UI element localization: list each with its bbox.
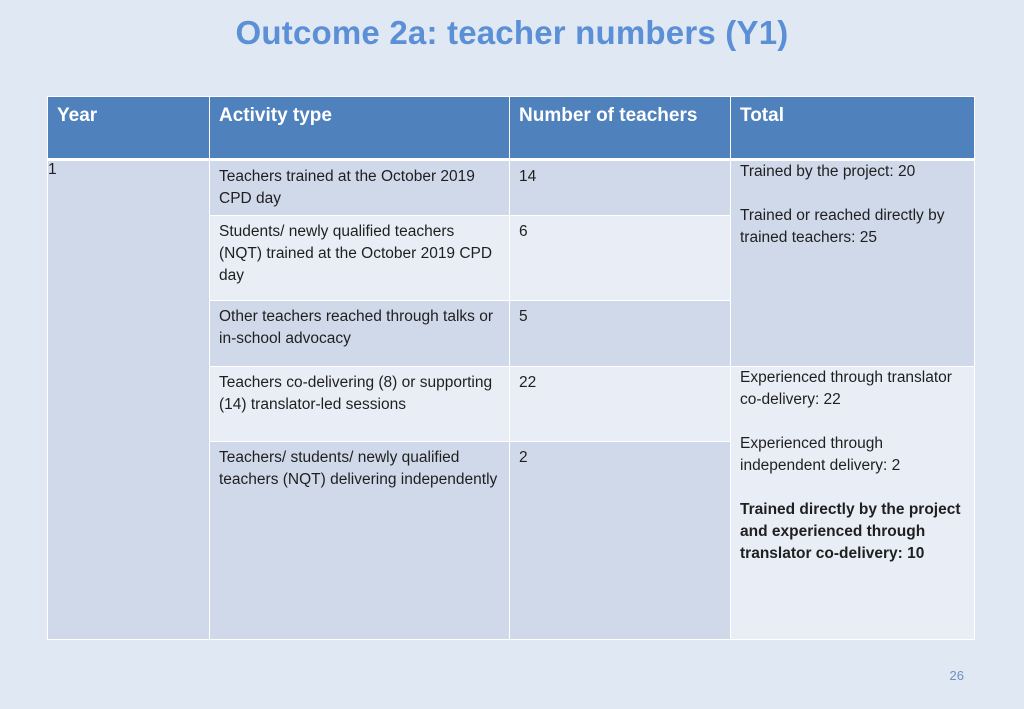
total-trained-and-experienced: Trained directly by the project and experienced through translator co-delivery: 10 — [740, 501, 961, 562]
activity-cell — [210, 160, 510, 216]
total-cell-experienced — [731, 367, 975, 640]
teacher-numbers-table — [47, 96, 975, 640]
table-row — [48, 160, 975, 216]
activity-text: Teachers trained at the October 2019 CPD day — [219, 168, 475, 207]
table-header-row — [48, 97, 975, 160]
number-cell — [510, 160, 731, 216]
number-cell — [510, 301, 731, 367]
number-text: 22 — [519, 374, 537, 391]
slide-title: Outcome 2a: teacher numbers (Y1) — [235, 14, 789, 51]
number-text: 14 — [519, 168, 537, 185]
activity-text: Students/ newly qualified teachers (NQT) trained at the October 2019 CPD day — [219, 223, 493, 284]
total-independent-delivery: Experienced through independent delivery: 2 — [740, 435, 901, 474]
number-text: 2 — [519, 449, 528, 466]
header-activity-type: Activity type — [210, 97, 510, 160]
number-cell — [510, 442, 731, 640]
number-cell — [510, 216, 731, 301]
year-cell: 1 — [48, 160, 210, 640]
total-trained-or-reached: Trained or reached directly by trained teachers: 25 — [740, 207, 945, 246]
activity-cell — [210, 301, 510, 367]
number-text: 6 — [519, 223, 528, 240]
activity-cell — [210, 367, 510, 442]
activity-text: Teachers co-delivering (8) or supporting (14) translator-led sessions — [219, 374, 493, 413]
activity-text: Teachers/ students/ newly qualified teachers (NQT) delivering independently — [219, 449, 498, 488]
activity-cell — [210, 216, 510, 301]
header-year: Year — [48, 97, 210, 160]
total-cell-trained — [731, 160, 975, 367]
header-total: Total — [731, 97, 975, 160]
header-number-of-teachers: Number of teachers — [510, 97, 731, 160]
activity-text: Other teachers reached through talks or in-school advocacy — [219, 308, 493, 347]
activity-cell — [210, 442, 510, 640]
number-text: 5 — [519, 308, 528, 325]
page-number: 26 — [949, 668, 964, 683]
total-translator-co-delivery: Experienced through translator co-delivery: 22 — [740, 369, 952, 408]
number-cell — [510, 367, 731, 442]
total-trained-by-project: Trained by the project: 20 — [740, 163, 916, 180]
